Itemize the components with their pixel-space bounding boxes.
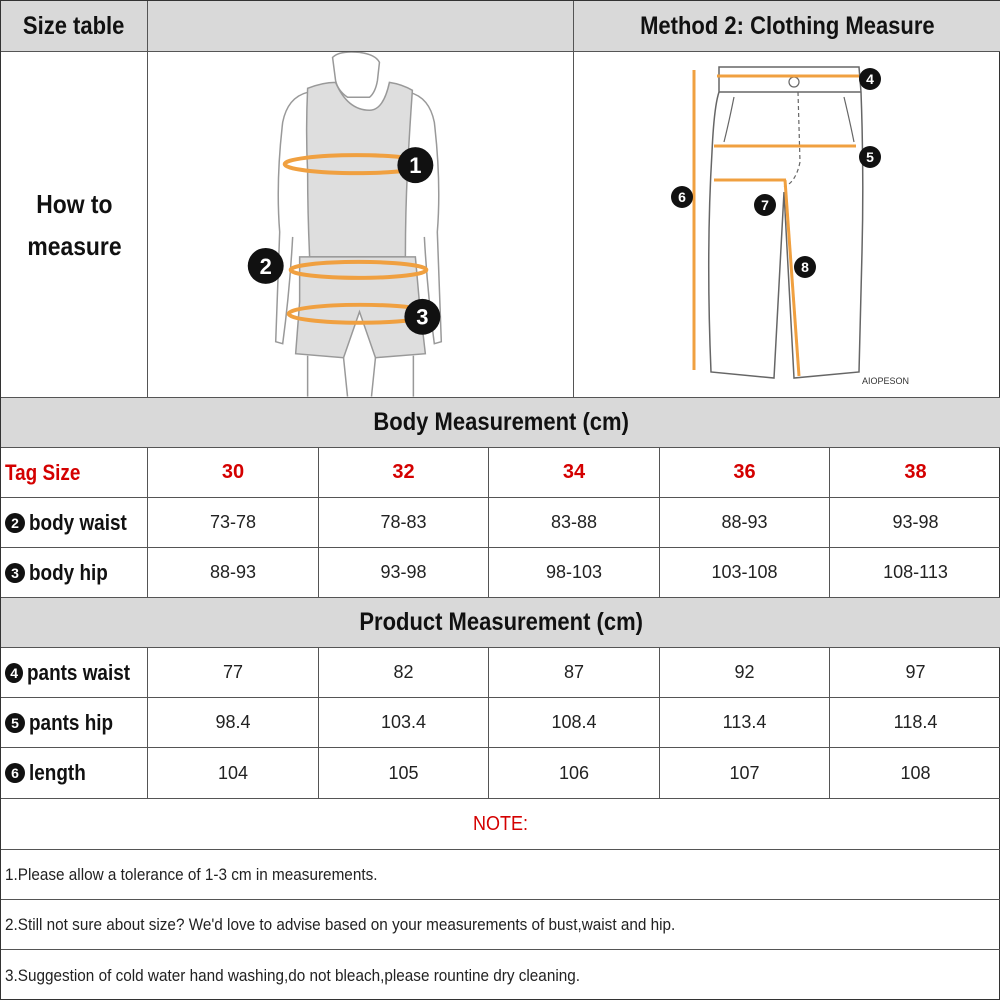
value-cell: 73-78 <box>148 498 319 547</box>
number-badge: 2 <box>5 513 25 533</box>
value-cell: 107 <box>660 748 830 798</box>
number-badge: 4 <box>5 663 23 683</box>
svg-text:7: 7 <box>761 197 769 213</box>
row-label-pants-hip: 5 pants hip <box>1 698 148 747</box>
marker-5 <box>859 146 881 168</box>
size-cell: 38 <box>904 461 927 483</box>
row-label-body-hip: 3 body hip <box>1 548 148 597</box>
tag-size-row <box>1 448 1000 498</box>
note-line-row <box>1 850 1000 900</box>
brand-label: AIOPESON <box>862 376 910 386</box>
svg-text:6: 6 <box>678 189 686 205</box>
method-header: Method 2: Clothing Measure <box>640 11 935 40</box>
value-cell: 83-88 <box>489 498 660 547</box>
body-figure-cell <box>148 52 574 397</box>
body-figure-illustration <box>148 52 573 397</box>
value-cell: 105 <box>319 748 489 798</box>
pants-figure-cell <box>574 52 1000 397</box>
number-badge: 6 <box>5 763 25 783</box>
marker-7 <box>754 194 776 216</box>
value-cell: 92 <box>660 648 830 697</box>
note-line-1: 1.Please allow a tolerance of 1-3 cm in measurements. <box>5 864 378 884</box>
note-line-row <box>1 950 1000 1001</box>
value-cell: 103-108 <box>660 548 830 597</box>
svg-text:8: 8 <box>801 259 809 275</box>
note-line-2: 2.Still not sure about size? We'd love to advise based on your measurements of bust,waist and hip. <box>5 914 676 934</box>
row-label-length: 6 length <box>1 748 148 798</box>
value-cell: 108 <box>900 762 931 783</box>
marker-8 <box>794 256 816 278</box>
value-cell: 97 <box>905 662 926 682</box>
note-title: NOTE: <box>473 812 529 835</box>
value-cell: 93-98 <box>319 548 489 597</box>
value-cell: 82 <box>319 648 489 697</box>
svg-text:1: 1 <box>409 153 422 179</box>
value-cell: 106 <box>489 748 660 798</box>
marker-4 <box>859 68 881 90</box>
value-cell: 98-103 <box>489 548 660 597</box>
note-title-row <box>1 799 1000 850</box>
diagram-row <box>1 52 1000 398</box>
svg-text:4: 4 <box>866 71 874 87</box>
number-badge: 3 <box>5 563 25 583</box>
note-line-3: 3.Suggestion of cold water hand washing,do not bleach,please rountine dry cleaning. <box>5 965 581 985</box>
row-label-body-waist: 2 body waist <box>1 498 148 547</box>
header-blank <box>148 1 574 51</box>
how-to-measure-label: How to measure <box>1 52 148 397</box>
table-row <box>1 548 1000 598</box>
value-cell: 108-113 <box>883 562 948 582</box>
value-cell: 77 <box>148 648 319 697</box>
product-measurement-title-row <box>1 598 1000 648</box>
value-cell: 104 <box>148 748 319 798</box>
size-cell: 34 <box>489 448 660 497</box>
marker-1 <box>397 147 433 183</box>
note-line-row <box>1 900 1000 950</box>
svg-text:5: 5 <box>866 149 874 165</box>
table-row <box>1 648 1000 698</box>
size-table-header: Size table <box>1 1 148 51</box>
number-badge: 5 <box>5 713 25 733</box>
value-cell: 88-93 <box>148 548 319 597</box>
marker-2 <box>248 248 284 284</box>
body-measurement-title-row <box>1 398 1000 448</box>
header-row <box>1 1 1000 52</box>
svg-text:3: 3 <box>416 304 429 330</box>
table-row <box>1 498 1000 548</box>
tag-size-label: Tag Size <box>1 448 148 497</box>
body-measurement-title: Body Measurement (cm) <box>373 408 629 436</box>
value-cell: 93-98 <box>892 512 939 532</box>
table-row <box>1 698 1000 748</box>
table-row <box>1 748 1000 799</box>
size-cell: 32 <box>319 448 489 497</box>
size-cell: 30 <box>148 448 319 497</box>
value-cell: 78-83 <box>319 498 489 547</box>
marker-3 <box>404 299 440 335</box>
value-cell: 88-93 <box>660 498 830 547</box>
value-cell: 108.4 <box>489 698 660 747</box>
value-cell: 98.4 <box>148 698 319 747</box>
row-label-pants-waist: 4 pants waist <box>1 648 148 697</box>
value-cell: 103.4 <box>319 698 489 747</box>
marker-6 <box>671 186 693 208</box>
value-cell: 118.4 <box>893 712 938 732</box>
pants-figure-illustration <box>574 52 1000 397</box>
value-cell: 87 <box>489 648 660 697</box>
size-cell: 36 <box>660 448 830 497</box>
product-measurement-title: Product Measurement (cm) <box>359 608 643 636</box>
svg-text:2: 2 <box>259 253 272 279</box>
value-cell: 113.4 <box>660 698 830 747</box>
